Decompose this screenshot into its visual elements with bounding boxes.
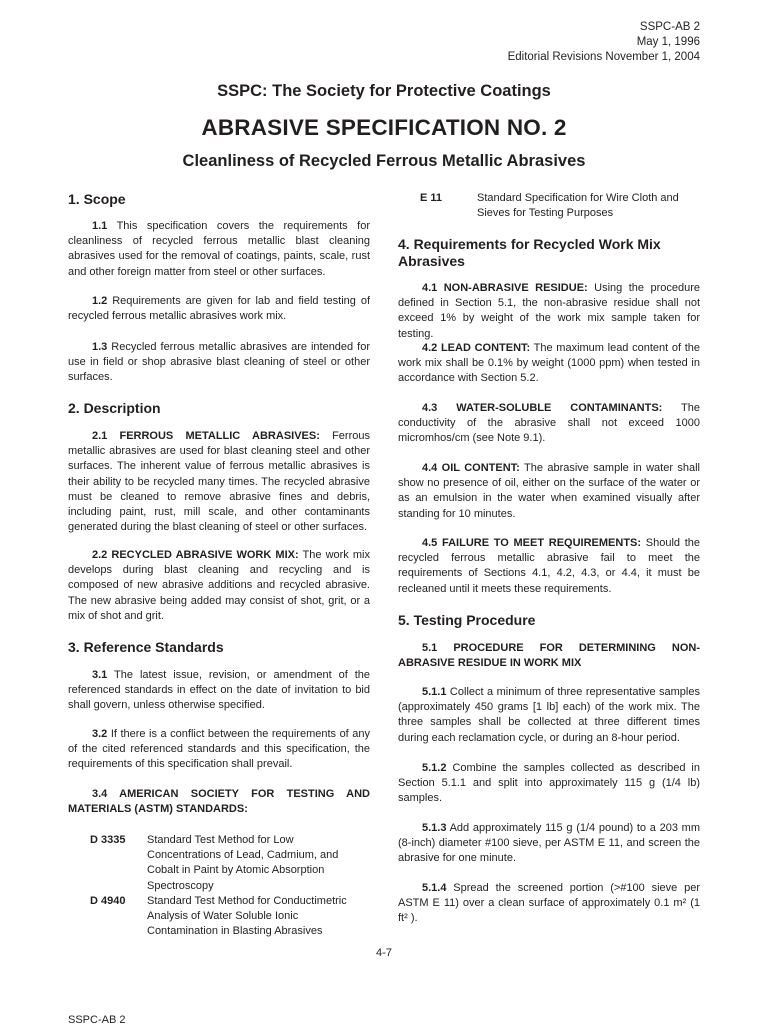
subsection-5-1-heading: 5.1 PROCEDURE FOR DETERMINING NON-ABRASIVE RESIDUE IN WORK MIX (398, 642, 700, 670)
paragraph-1-2: 1.2 Requirements are given for lab and field testing of recycled ferrous metallic abrasives work mix. (68, 295, 370, 323)
paragraph-4-3: 4.3 WATER-SOLUBLE CONTAMINANTS: The conductivity of the abrasive shall not exceed 1000 micromhos/cm (see Note 9.1). (398, 402, 701, 445)
page-title: ABRASIVE SPECIFICATION NO. 2 (201, 115, 567, 140)
doc-id: SSPC-AB 2 (639, 21, 700, 33)
paragraph-5-1-3: 5.1.3 Add approximately 115 g (1/4 pound) to a 203 mm (8-inch) diameter #100 sieve, per ASTM E 11, and screen the abrasive for one minute. (398, 822, 700, 865)
paragraph-2-1: 2.1 FERROUS METALLIC ABRASIVES: Ferrous metallic abrasives are used for blast cleaning steel and other surfaces. The inherent value of ferrous metallic abrasives is their ability to be recycled many times. The recycled abrasive must be cleaned to remove abrasive fines and debris, including paint, rust, mill scale, and other contaminants generated during the blast cleaning of steel or other surfaces. (68, 430, 370, 534)
revision-note: Editorial Revisions November 1, 2004 (507, 51, 700, 63)
paragraph-1-1: 1.1 This specification covers the requirements for cleanliness of recycled ferrous metallic blast cleaning abrasives used for the removal of coatings, paints, scale, rust and other foreign matter from steel or other surfaces. (68, 220, 370, 278)
page-number: 4-7 (376, 947, 392, 959)
paragraph-3-2: 3.2 If there is a conflict between the requirements of any of the cited referenced standards and this specification, the requirements of this specification shall prevail. (68, 728, 370, 771)
paragraph-4-5: 4.5 FAILURE TO MEET REQUIREMENTS: Should the recycled ferrous metallic abrasive fail to meet the requirements of Sections 4.1, 4.2, 4.3, or 4.4, it must be recleaned until it meets these requirements. (398, 537, 700, 595)
reference-list-continued (398, 191, 700, 221)
organization-name: SSPC: The Society for Protective Coatings (217, 82, 551, 100)
reference-item: D 3335 Standard Test Method for Low Concentrations of Lead, Cadmium, and Cobalt in Paint by Atomic Absorption Spectroscopy (90, 834, 339, 892)
section-2-heading: 2. Description (68, 400, 161, 416)
paragraph-3-1: 3.1 The latest issue, revision, or amendment of the referenced standards in effect on the date of invitation to bid shall govern, unless otherwise specified. (68, 669, 370, 712)
paragraph-5-1-1: 5.1.1 Collect a minimum of three representative samples (approximately 450 grams [1 lb] each) of the work mix. The three samples shall be collected at three different times during each reclamation cycle, or during an 8-hour period. (398, 686, 700, 744)
paragraph-5-1-4: 5.1.4 Spread the screened portion (>#100 sieve per ASTM E 11) over a clean surface of approximately 0.1 m² (1 ft² ). (398, 882, 700, 925)
paragraph-2-2: 2.2 RECYCLED ABRASIVE WORK MIX: The work mix develops during blast cleaning and recycling and is composed of new abrasive additions and recycled abrasive. The new abrasive being added may consist of shot, grit, or a mix of shot and grit. (68, 549, 370, 622)
reference-item: D 4940 Standard Test Method for Conductimetric Analysis of Water Soluble Ionic Contamination in Blasting Abrasives (90, 894, 347, 938)
reference-item: E 11 Standard Specification for Wire Cloth and Sieves for Testing Purposes (420, 192, 679, 220)
document-header (508, 20, 700, 65)
section-5-heading: 5. Testing Procedure (398, 612, 536, 628)
section-1-heading: 1. Scope (68, 191, 126, 207)
paragraph-1-3: 1.3 Recycled ferrous metallic abrasives are intended for use in field or shop abrasive blast cleaning of steel or other surfaces. (68, 341, 370, 384)
page-footer: SSPC-AB 2 (68, 1014, 126, 1026)
paragraph-3-4: 3.4 AMERICAN SOCIETY FOR TESTING AND MATERIALS (ASTM) STANDARDS: (68, 788, 370, 816)
paragraph-4-2: 4.2 LEAD CONTENT: The maximum lead content of the work mix shall be 0.1% by weight (1000 ppm) when tested in accordance with Section 5.2. (398, 342, 700, 385)
section-3-heading: 3. Reference Standards (68, 639, 224, 655)
doc-date: May 1, 1996 (636, 36, 700, 48)
paragraph-5-1-2: 5.1.2 Combine the samples collected as described in Section 5.1.1 and split into approximately 115 g (1/4 lb) samples. (398, 762, 700, 805)
section-4-heading: 4. Requirements for Recycled Work Mix Abrasives (398, 236, 661, 269)
paragraph-4-1: 4.1 NON-ABRASIVE RESIDUE: Using the procedure defined in Section 5.1, the non-abrasive residue shall not exceed 1% by weight of the work mix sample taken for testing. (398, 282, 700, 340)
paragraph-4-4: 4.4 OIL CONTENT: The abrasive sample in water shall show no presence of oil, either on the surface of the water or as an emulsion in the water when examined visually after standing for 10 minutes. (398, 462, 700, 520)
reference-list (68, 833, 370, 939)
page-subtitle: Cleanliness of Recycled Ferrous Metallic Abrasives (182, 152, 586, 170)
